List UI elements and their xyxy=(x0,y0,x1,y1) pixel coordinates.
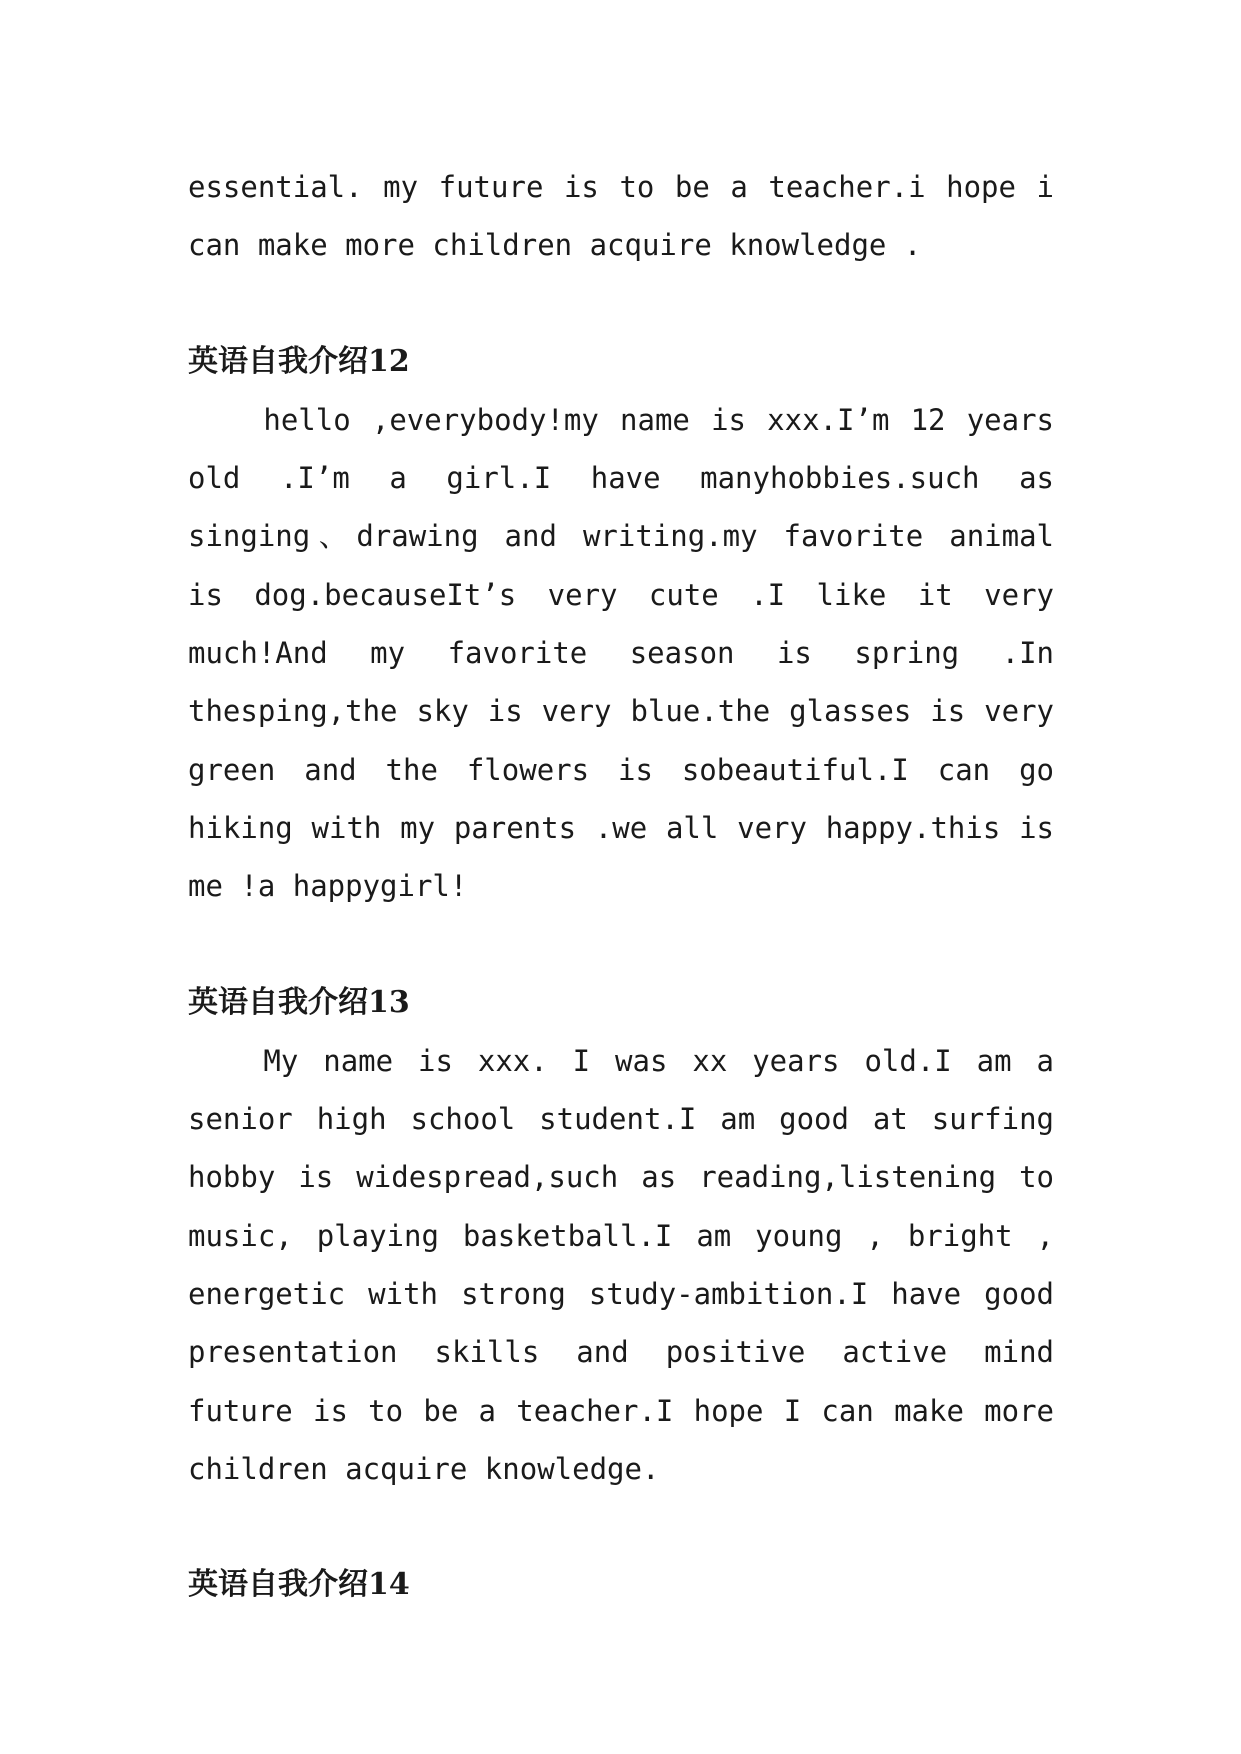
continuation-paragraph: essential. my future is to be a teacher.i hope i can make more children acquire knowledge . xyxy=(188,170,1054,263)
section-body-12: hello ,everybody!my name is xxx.I’m 12 years old .I’m a girl.I have manyhobbies.such as singing、drawing and writing.my favorite animal is dog.becauseIt’s very cute .I like it very much!And my favorite season is spring .In thesping,the sky is very blue.the glasses is very green and the flowers is sobeautiful.I can go hiking with my parents .we all very happy.this is me !a happygirl! xyxy=(188,402,1054,904)
document-body xyxy=(188,158,1054,1615)
section-heading-14: 英语自我介绍14 xyxy=(188,1567,410,1603)
section-body-13: My name is xxx. I was xx years old.I am a senior high school student.I am good at surfing hobby is widespread,such as reading,listening to music, playing basketball.I am young , bright , energetic with strong study-ambition.I have good presentation skills and positive active mind future is to be a teacher.I hope I can make more children acquire knowledge. xyxy=(188,1043,1054,1486)
section-heading-12: 英语自我介绍12 xyxy=(188,343,410,379)
section-heading-13: 英语自我介绍13 xyxy=(188,984,410,1020)
